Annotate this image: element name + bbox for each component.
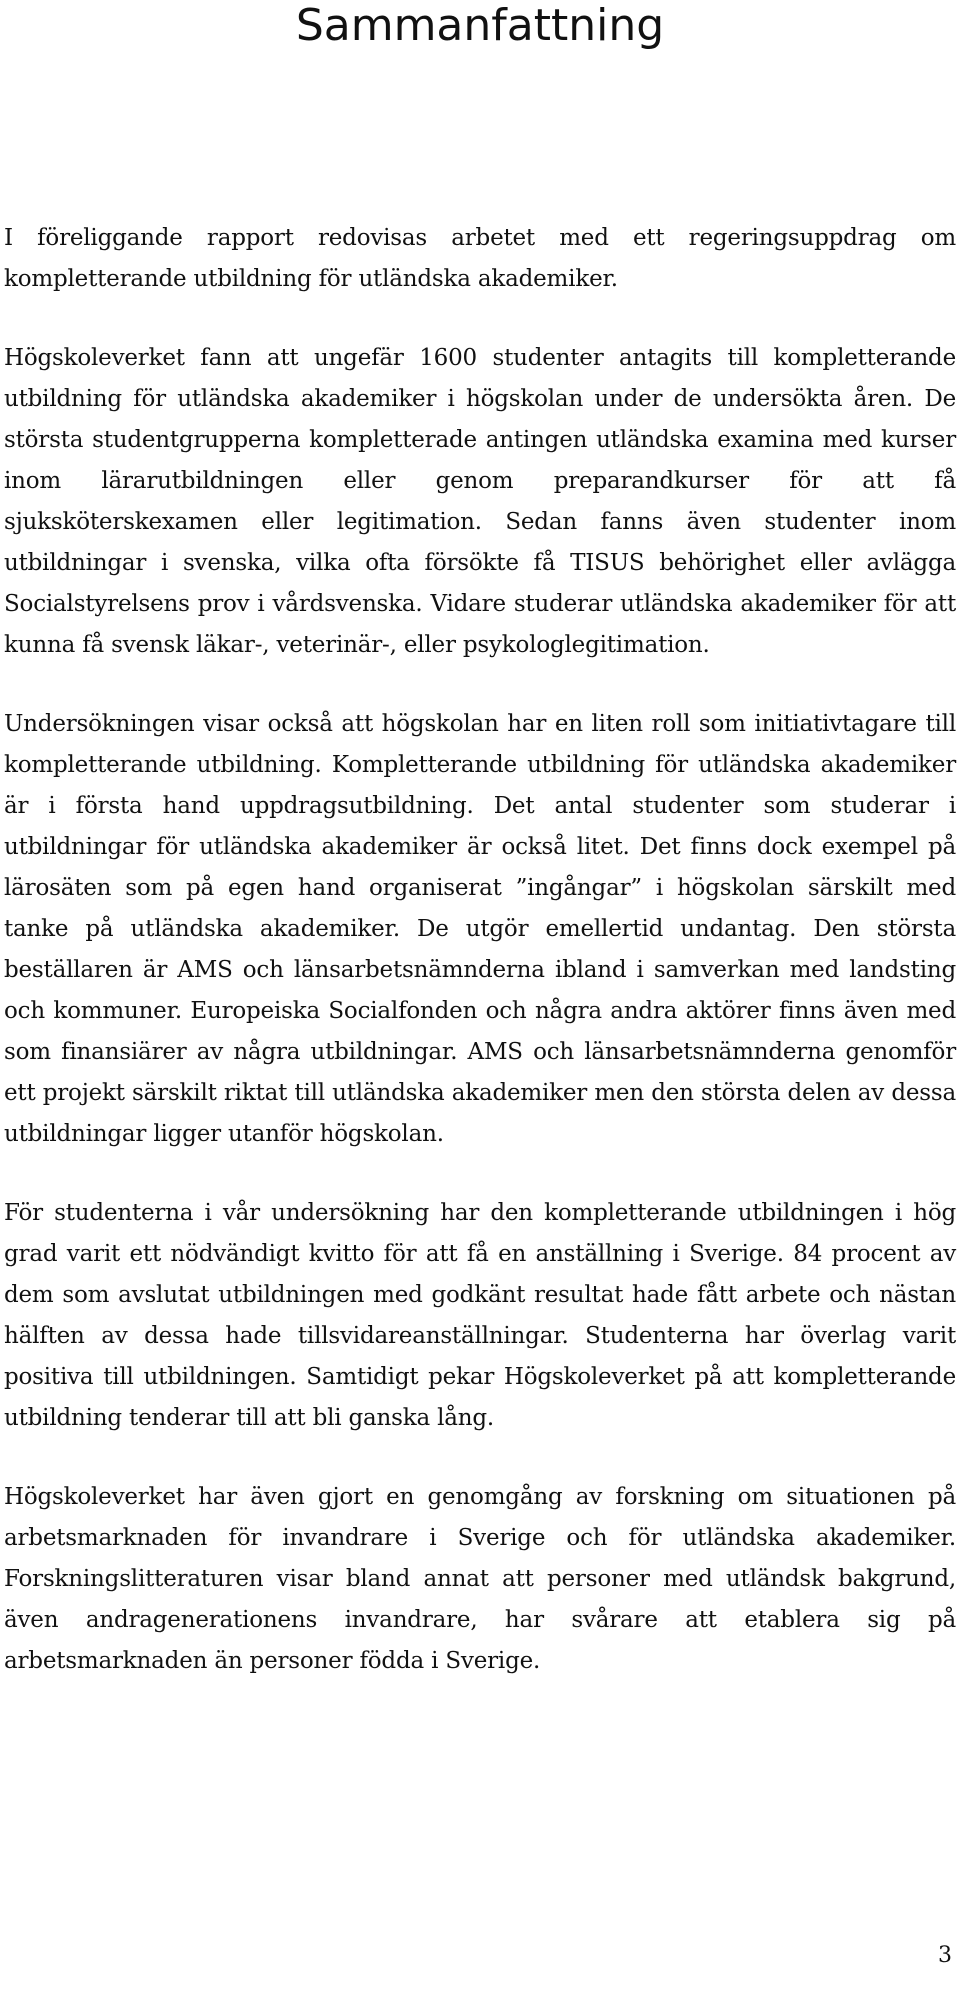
document-body [4,218,956,1720]
page-title: Sammanfattning [295,0,665,51]
paragraph-intro: I föreliggande rapport redovisas arbetet med ett regeringsuppdrag om kompletterande utbildning för utländska akademiker. [4,225,956,292]
paragraph-student-outcomes: För studenterna i vår undersökning har den kompletterande utbildningen i hög grad varit ett nödvändigt kvitto för att få en anställning i Sverige. 84 procent av dem som avslutat utbildningen med godkänt resultat hade fått arbete och nästan hälften av dessa hade tillsvidareanställningar. Studenterna har överlag varit positiva till utbildningen. Samtidigt pekar Högskoleverket på att kompletterande utbildning tenderar till att bli ganska lång. [4,1200,956,1431]
paragraph-university-role: Undersökningen visar också att högskolan har en liten roll som initiativtagare till kompletterande utbildning. Kompletterande utbildning för utländska akademiker är i första hand uppdragsutbildning. Det antal studenter som studerar i utbildningar för utländska akademiker är också litet. Det finns dock exempel på lärosäten som på egen hand organiserat ”ingångar” i högskolan särskilt med tanke på utländska akademiker. De utgör emellertid undantag. Den största beställaren är AMS och länsarbetsnämnderna ibland i samverkan med landsting och kommuner. Europeiska Socialfonden och några andra aktörer finns även med som finansiärer av några utbildningar. AMS och länsarbetsnämnderna genomför ett projekt särskilt riktat till utländska akademiker men den största delen av dessa utbildningar ligger utanför högskolan. [4,711,956,1147]
paragraph-findings: Högskoleverket fann att ungefär 1600 studenter antagits till kompletterande utbildning för utländska akademiker i högskolan under de undersökta åren. De största studentgrupperna kompletterade antingen utländska examina med kurser inom lärarutbildningen eller genom preparandkurser för att få sjuksköterskexamen eller legitimation. Sedan fanns även studenter inom utbildningar i svenska, vilka ofta försökte få TISUS behörighet eller avlägga Socialstyrelsens prov i vårdsvenska. Vidare studerar utländska akademiker för att kunna få svensk läkar-, veterinär-, eller psykologlegitimation. [4,345,956,658]
paragraph-research-review: Högskoleverket har även gjort en genomgång av forskning om situationen på arbetsmarknaden för invandrare i Sverige och för utländska akademiker. Forskningslitteraturen visar bland annat att personer med utländsk bakgrund, även andragenerationens invandrare, har svårare att etablera sig på arbetsmarknaden än personer födda i Sverige. [4,1484,956,1674]
page-number: 3 [938,1943,952,1968]
